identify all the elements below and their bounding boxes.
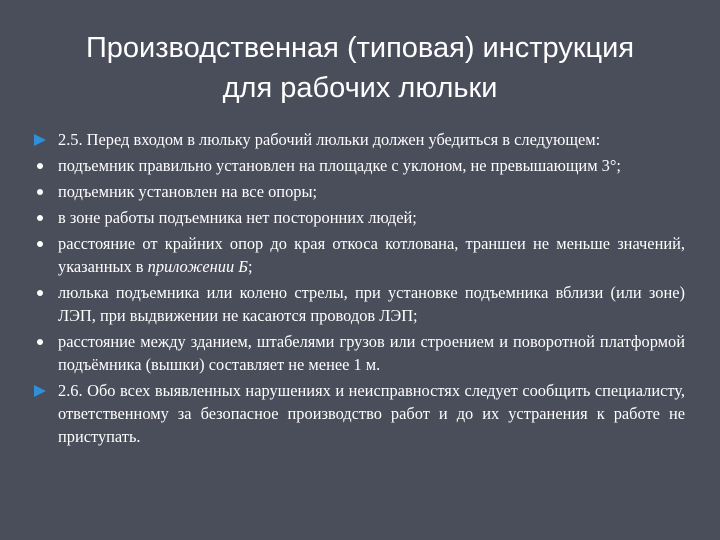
page-title bbox=[40, 28, 680, 108]
dot-icon bbox=[32, 180, 48, 203]
list-item-text: подъемник правильно установлен на площадке с уклоном, не превышающим 3°; bbox=[58, 156, 621, 175]
list-item bbox=[0, 232, 685, 278]
list-item-text-part: расстояние от крайних опор до края откоса котлована, траншеи не меньше значений, указанных в bbox=[58, 234, 685, 276]
instruction-list bbox=[0, 128, 720, 451]
list-item bbox=[0, 281, 685, 327]
list-item-text bbox=[58, 234, 685, 276]
dot-icon bbox=[32, 206, 48, 229]
list-item bbox=[0, 379, 685, 448]
list-item-text: 2.5. Перед входом в люльку рабочий люльки должен убедиться в следующем: bbox=[58, 130, 601, 149]
list-item-text: расстояние между зданием, штабелями грузов или строением и поворотной платформой подъёмника (вышки) составляет не менее 1 м. bbox=[58, 332, 685, 374]
title-line-2: для рабочих люльки bbox=[222, 72, 498, 104]
list-item bbox=[0, 330, 685, 376]
triangle-icon bbox=[32, 379, 48, 402]
list-item-text-part: ; bbox=[247, 257, 253, 276]
list-item-text: люлька подъемника или колено стрелы, при установке подъемника вблизи (или зоне) ЛЭП, при выдвижении не касаются проводов ЛЭП; bbox=[58, 283, 685, 325]
dot-icon bbox=[32, 281, 48, 304]
list-item bbox=[0, 180, 685, 203]
dot-icon bbox=[32, 330, 48, 353]
list-item bbox=[0, 154, 685, 177]
list-item-text: подъемник установлен на все опоры; bbox=[58, 182, 318, 201]
triangle-icon bbox=[32, 128, 48, 151]
appendix-reference: приложении Б bbox=[147, 257, 248, 276]
dot-icon bbox=[32, 232, 48, 255]
dot-icon bbox=[32, 154, 48, 177]
title-line-1: Производственная (типовая) инструкция bbox=[85, 32, 635, 64]
list-item bbox=[0, 128, 685, 151]
list-item-text: 2.6. Обо всех выявленных нарушениях и неисправностях следует сообщить специалисту, ответственному за безопасное производство работ и до их устранения к работе не приступать. bbox=[58, 381, 685, 446]
list-item bbox=[0, 206, 685, 229]
list-item-text: в зоне работы подъемника нет посторонних людей; bbox=[58, 208, 417, 227]
